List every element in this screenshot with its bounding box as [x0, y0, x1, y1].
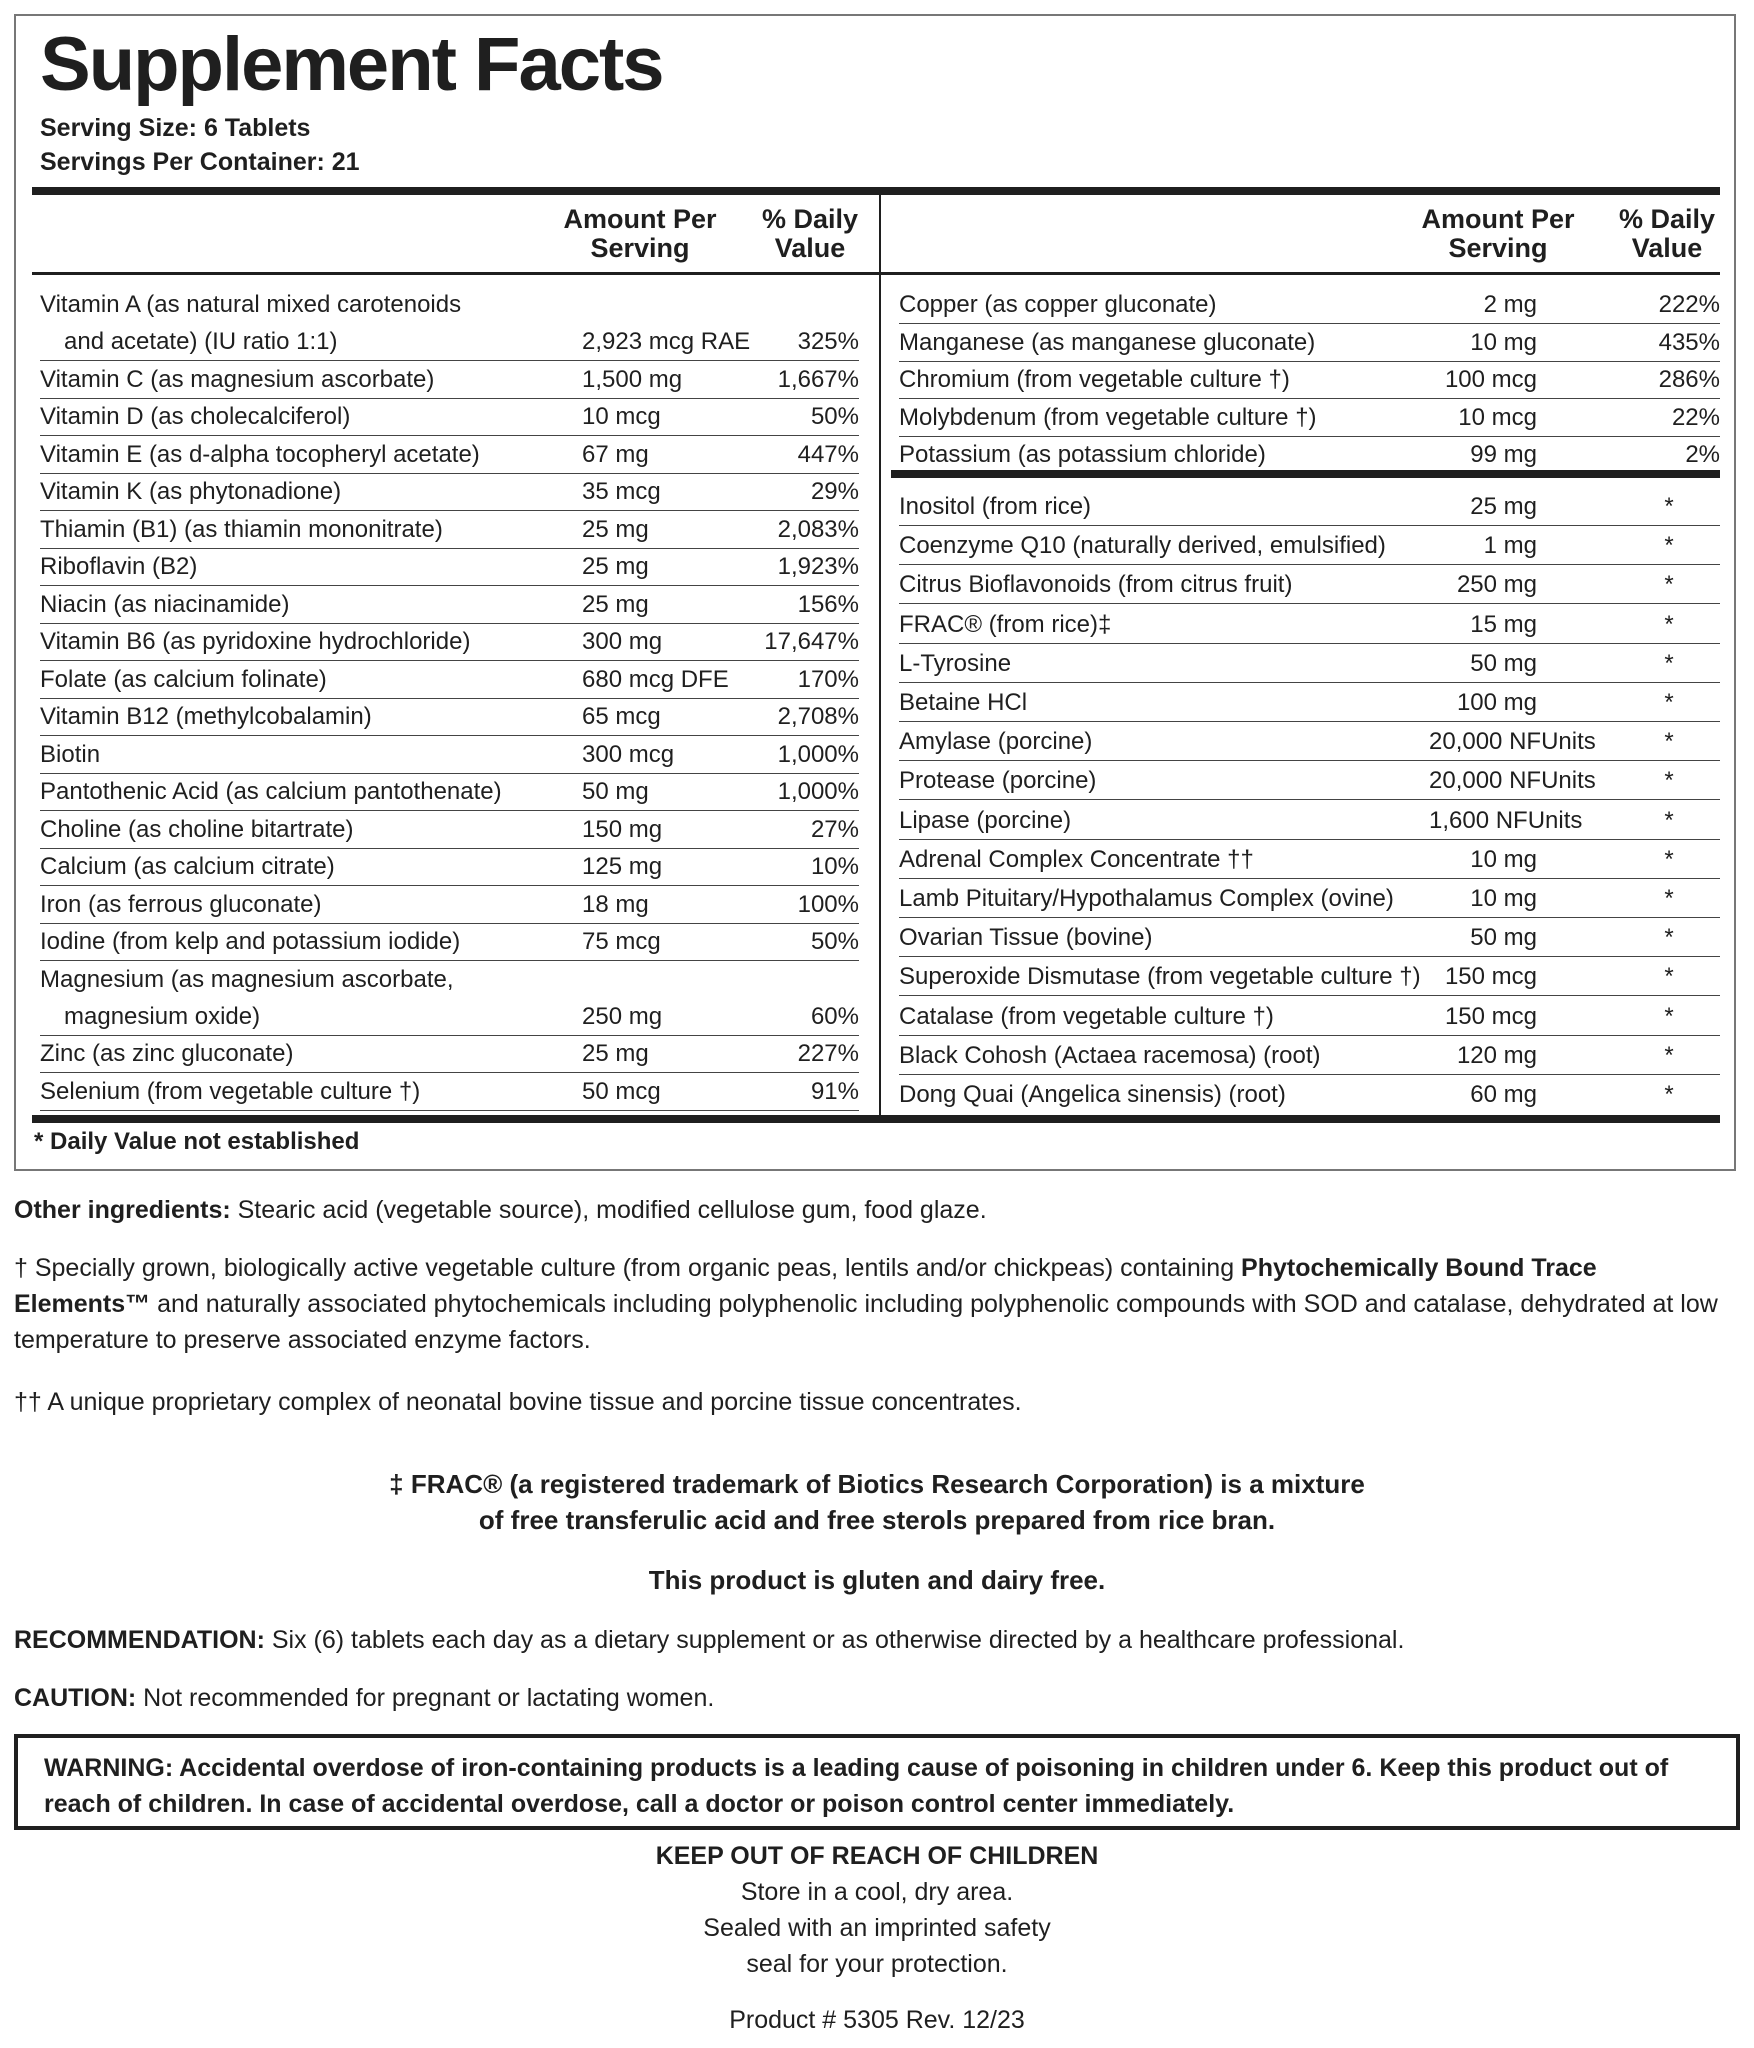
nutrient-name: Vitamin D (as cholecalciferol) — [40, 403, 351, 430]
nutrient-amount: 67 mg — [582, 440, 649, 468]
nutrient-daily-value: * — [1664, 924, 1674, 952]
nutrient-row — [40, 698, 859, 736]
nutrient-row — [40, 998, 859, 1036]
nutrient-amount: 150 mg — [582, 815, 663, 843]
right-thick-rule — [891, 470, 1720, 478]
nutrient-row — [899, 684, 1720, 722]
nutrient-daily-value: * — [1664, 689, 1674, 716]
nutrient-amount: 50 mg — [582, 778, 649, 805]
nutrient-name: Black Cohosh (Actaea racemosa) (root) — [899, 1041, 1321, 1069]
frac-note-line1: ‡ FRAC® (a registered trademark of Biotics Research Corporation) is a mixture — [389, 1469, 1365, 1499]
nutrient-daily-value: * — [1664, 963, 1674, 991]
seal-note-line2: seal for your protection. — [746, 1950, 1008, 1978]
nutrient-row — [899, 324, 1720, 362]
servings-per-container: Servings Per Container: 21 — [40, 148, 360, 176]
nutrient-row — [899, 998, 1720, 1036]
nutrient-daily-value: 325% — [797, 328, 859, 355]
nutrient-name: Coenzyme Q10 (naturally derived, emulsified) — [899, 532, 1386, 560]
nutrient-name: Inositol (from rice) — [899, 493, 1092, 520]
nutrient-daily-value: 100% — [797, 890, 859, 918]
nutrient-amount: 300 mg — [582, 628, 663, 655]
nutrient-daily-value: * — [1664, 532, 1674, 560]
nutrient-daily-value: 447% — [797, 440, 859, 468]
nutrient-row — [40, 511, 859, 549]
nutrient-row — [40, 661, 859, 699]
nutrient-name: Vitamin B6 (as pyridoxine hydrochloride) — [40, 628, 471, 655]
nutrient-row — [899, 958, 1720, 996]
nutrient-row — [899, 841, 1720, 879]
nutrient-name: L-Tyrosine — [899, 649, 1012, 677]
nutrient-name: Calcium (as calcium citrate) — [40, 853, 335, 880]
nutrient-amount: 120 mg — [1456, 1041, 1537, 1069]
nutrient-name: Vitamin B12 (methylcobalamin) — [40, 703, 372, 730]
nutrient-amount: 10 mg — [1470, 845, 1537, 873]
nutrient-daily-value: 1,000% — [777, 740, 859, 768]
nutrient-name: Adrenal Complex Concentrate †† — [899, 845, 1254, 873]
nutrient-daily-value: 2% — [1685, 441, 1720, 468]
left-dv-header — [750, 205, 870, 263]
caution-label: CAUTION: — [14, 1684, 137, 1712]
nutrient-row — [899, 606, 1720, 644]
nutrient-amount: 25 mg — [582, 590, 649, 618]
header-text: Serving — [1448, 233, 1548, 263]
nutrient-row-first-line — [40, 286, 859, 323]
nutrient-amount: 2 mg — [1483, 291, 1537, 318]
nutrient-amount: 1,600 NFUnits — [1429, 806, 1583, 834]
header-text: Amount Per — [563, 204, 717, 234]
nutrient-name: Vitamin C (as magnesium ascorbate) — [40, 365, 435, 393]
nutrient-name: Magnesium (as magnesium ascorbate, — [40, 965, 454, 993]
nutrient-row — [40, 473, 859, 511]
nutrient-name: Potassium (as potassium chloride) — [899, 441, 1266, 468]
nutrient-name: FRAC® (from rice)‡ — [899, 610, 1112, 638]
nutrient-row — [40, 848, 859, 886]
left-amount-header — [555, 205, 725, 263]
nutrient-name: Ovarian Tissue (bovine) — [899, 924, 1153, 952]
seal-note-line1: Sealed with an imprinted safety — [703, 1914, 1051, 1942]
nutrient-row — [40, 736, 859, 774]
header-text: Serving — [590, 233, 690, 263]
nutrient-amount: 2,923 mcg RAE — [582, 328, 751, 355]
nutrient-row — [40, 548, 859, 586]
product-number: Product # 5305 Rev. 12/23 — [729, 2006, 1025, 2034]
nutrient-amount: 25 mg — [582, 553, 649, 580]
dagger-note-bold: Phytochemically Bound Trace Elements™ — [14, 1254, 1597, 1318]
nutrient-row — [899, 762, 1720, 800]
warning-text: WARNING: Accidental overdose of iron-containing products is a leading cause of poisoning in children under 6. Keep this product out of reach of children. In case of accidental overdose, call a doctor or poison control center immediately. — [44, 1754, 1669, 1818]
nutrient-daily-value: * — [1664, 767, 1674, 795]
nutrient-name: Betaine HCl — [899, 689, 1028, 716]
nutrient-amount: 250 mg — [582, 1002, 663, 1030]
nutrient-name: Molybdenum (from vegetable culture †) — [899, 403, 1317, 431]
nutrient-name: Riboflavin (B2) — [40, 553, 198, 580]
nutrient-name: Folate (as calcium folinate) — [40, 665, 327, 693]
nutrient-amount: 50 mg — [1470, 649, 1537, 677]
other-ingredients-label: Other ingredients: — [14, 1196, 231, 1224]
nutrient-daily-value: * — [1664, 571, 1674, 599]
nutrient-row — [899, 1076, 1720, 1113]
nutrient-amount: 75 mcg — [582, 928, 661, 955]
nutrient-row — [899, 436, 1720, 473]
nutrient-amount: 15 mg — [1470, 610, 1537, 638]
nutrient-row — [40, 811, 859, 849]
nutrient-row — [40, 586, 859, 624]
other-ingredients-text: Stearic acid (vegetable source), modified cellulose gum, food glaze. — [230, 1196, 987, 1224]
nutrient-row — [899, 399, 1720, 437]
nutrient-amount: 10 mg — [1470, 885, 1537, 912]
nutrient-row — [40, 1073, 859, 1111]
nutrient-row — [899, 286, 1720, 324]
nutrient-daily-value: 60% — [810, 1002, 859, 1030]
nutrient-name: Thiamin (B1) (as thiamin mononitrate) — [40, 515, 443, 543]
nutrient-row — [40, 398, 859, 436]
serving-size: Serving Size: 6 Tablets — [40, 114, 311, 142]
caution-text: Not recommended for pregnant or lactating women. — [136, 1684, 715, 1712]
nutrient-amount: 680 mcg DFE — [582, 665, 729, 693]
nutrient-name: magnesium oxide) — [64, 1002, 261, 1030]
nutrient-amount: 10 mg — [1470, 328, 1537, 356]
nutrient-amount: 100 mg — [1456, 689, 1537, 716]
nutrient-row — [40, 323, 859, 361]
nutrient-amount: 10 mcg — [582, 403, 661, 430]
nutrient-daily-value: 1,923% — [777, 553, 859, 580]
warning-box — [14, 1734, 1740, 1830]
right-amount-header — [1413, 205, 1583, 263]
nutrient-amount: 18 mg — [582, 890, 649, 918]
caution — [14, 1680, 1736, 1716]
nutrient-name: and acetate) (IU ratio 1:1) — [64, 328, 338, 355]
nutrient-name: Vitamin A (as natural mixed carotenoids — [40, 291, 462, 318]
nutrient-amount: 250 mg — [1456, 571, 1537, 599]
column-divider — [879, 195, 881, 1123]
header-text: % Daily — [761, 204, 859, 234]
nutrient-row — [899, 645, 1720, 683]
nutrient-name: Pantothenic Acid (as calcium pantothenate) — [40, 778, 502, 805]
bottom-thick-rule — [32, 1115, 1720, 1123]
recommendation — [14, 1622, 1736, 1658]
other-ingredients — [14, 1192, 1736, 1228]
nutrient-daily-value: 170% — [797, 665, 859, 693]
nutrient-amount: 50 mcg — [582, 1077, 661, 1105]
nutrient-row — [40, 923, 859, 961]
nutrient-row — [899, 723, 1720, 761]
nutrient-amount: 150 mcg — [1444, 963, 1537, 991]
nutrient-name: Choline (as choline bitartrate) — [40, 815, 354, 843]
header-text: Value — [1631, 233, 1703, 263]
nutrient-amount: 20,000 NFUnits — [1429, 767, 1596, 795]
nutrient-amount: 1 mg — [1483, 532, 1537, 560]
nutrient-amount: 300 mcg — [582, 740, 675, 768]
header-text: % Daily — [1618, 204, 1716, 234]
nutrient-daily-value: * — [1664, 845, 1674, 873]
nutrient-amount: 125 mg — [582, 853, 663, 880]
nutrient-row-first-line — [40, 961, 859, 998]
nutrient-daily-value: 156% — [797, 590, 859, 618]
nutrient-row — [899, 566, 1720, 604]
gluten-note: This product is gluten and dairy free. — [648, 1565, 1106, 1595]
nutrient-amount: 99 mg — [1470, 441, 1537, 468]
nutrient-name: Dong Quai (Angelica sinensis) (root) — [899, 1081, 1286, 1108]
nutrient-amount: 60 mg — [1470, 1081, 1537, 1108]
nutrient-name: Catalase (from vegetable culture †) — [899, 1002, 1274, 1030]
nutrient-daily-value: 50% — [810, 928, 859, 955]
nutrient-amount: 25 mg — [582, 1040, 649, 1067]
nutrient-name: Superoxide Dismutase (from vegetable culture †) — [899, 963, 1421, 991]
nutrient-daily-value: * — [1664, 728, 1674, 756]
nutrient-amount: 10 mcg — [1458, 403, 1537, 431]
nutrient-row — [40, 623, 859, 661]
nutrient-row — [40, 436, 859, 474]
nutrient-row — [899, 527, 1720, 565]
nutrient-daily-value: 91% — [810, 1077, 859, 1105]
panel-title: Supplement Facts — [40, 22, 663, 107]
nutrient-name: Chromium (from vegetable culture †) — [899, 366, 1290, 393]
nutrient-daily-value: 2,083% — [777, 515, 859, 543]
nutrient-name: Protease (porcine) — [899, 767, 1097, 795]
nutrient-daily-value: 222% — [1658, 291, 1720, 318]
nutrient-row — [899, 919, 1720, 957]
nutrient-amount: 1,500 mg — [582, 365, 683, 393]
nutrient-row — [899, 488, 1720, 526]
nutrient-name: Lipase (porcine) — [899, 806, 1072, 834]
nutrient-name: Vitamin E (as d-alpha tocopheryl acetate) — [40, 440, 480, 468]
nutrient-daily-value: * — [1664, 1041, 1674, 1069]
nutrient-amount: 20,000 NFUnits — [1429, 728, 1596, 756]
nutrient-amount: 25 mg — [582, 515, 649, 543]
header-text: Value — [774, 233, 846, 263]
nutrient-name: Manganese (as manganese gluconate) — [899, 328, 1316, 356]
nutrient-amount: 25 mg — [1470, 493, 1537, 520]
nutrient-daily-value: 1,000% — [777, 778, 859, 805]
nutrient-daily-value: 286% — [1658, 366, 1720, 393]
nutrient-daily-value: * — [1664, 1081, 1674, 1108]
nutrient-daily-value: 22% — [1671, 403, 1720, 431]
nutrient-daily-value: 435% — [1658, 328, 1720, 356]
nutrient-amount: 35 mcg — [582, 478, 661, 505]
nutrient-daily-value: * — [1664, 493, 1674, 520]
storage-note: Store in a cool, dry area. — [740, 1878, 1014, 1906]
nutrient-name: Selenium (from vegetable culture †) — [40, 1077, 421, 1105]
nutrient-name: Vitamin K (as phytonadione) — [40, 478, 342, 505]
nutrient-daily-value: * — [1664, 1002, 1674, 1030]
nutrient-daily-value: 50% — [810, 403, 859, 430]
nutrient-name: Iodine (from kelp and potassium iodide) — [40, 928, 461, 955]
dagger-note-end: and naturally associated phytochemicals including polyphenolic including polyphenolic compounds with SOD and catalase, dehydrated at low temperature to preserve associated enzyme factors. — [14, 1290, 1718, 1354]
nutrient-daily-value: * — [1664, 610, 1674, 638]
double-dagger-note: †† A unique proprietary complex of neonatal bovine tissue and porcine tissue concentrates. — [14, 1388, 1022, 1416]
nutrient-name: Iron (as ferrous gluconate) — [40, 890, 322, 918]
nutrient-name: Lamb Pituitary/Hypothalamus Complex (ovine) — [899, 885, 1394, 912]
recommendation-label: RECOMMENDATION: — [14, 1626, 265, 1654]
nutrient-daily-value: 27% — [810, 815, 859, 843]
nutrient-row — [899, 1037, 1720, 1075]
nutrient-daily-value: 227% — [797, 1040, 859, 1067]
nutrient-row — [40, 773, 859, 811]
nutrient-daily-value: 29% — [810, 478, 859, 505]
nutrient-amount: 65 mcg — [582, 703, 661, 730]
nutrient-daily-value: 17,647% — [764, 628, 859, 655]
nutrient-daily-value: 2,708% — [777, 703, 859, 730]
dagger-note — [14, 1250, 1736, 1358]
nutrient-row — [899, 880, 1720, 918]
recommendation-text: Six (6) tablets each day as a dietary supplement or as otherwise directed by a healthcare professional. — [264, 1626, 1405, 1654]
dagger-note-start: † Specially grown, biologically active vegetable culture (from organic peas, lentils and/or chickpeas) containing — [14, 1254, 1242, 1282]
nutrient-daily-value: * — [1664, 885, 1674, 912]
nutrient-row — [899, 802, 1720, 840]
nutrient-row — [40, 361, 859, 399]
left-header-rule — [32, 272, 879, 275]
nutrient-daily-value: * — [1664, 649, 1674, 677]
nutrient-row — [40, 1035, 859, 1073]
nutrient-name: Copper (as copper gluconate) — [899, 291, 1217, 318]
nutrient-daily-value: * — [1664, 806, 1674, 834]
nutrient-daily-value: 1,667% — [777, 365, 859, 393]
header-text: Amount Per — [1421, 204, 1575, 234]
right-header-rule — [881, 272, 1720, 275]
keep-out-heading: KEEP OUT OF REACH OF CHILDREN — [655, 1842, 1099, 1870]
nutrient-daily-value: 10% — [810, 853, 859, 880]
right-dv-header — [1612, 205, 1722, 263]
nutrient-name: Amylase (porcine) — [899, 728, 1093, 756]
nutrient-amount: 50 mg — [1470, 924, 1537, 952]
nutrient-row — [899, 361, 1720, 399]
top-thick-rule — [32, 187, 1720, 195]
nutrient-name: Biotin — [40, 740, 101, 768]
daily-value-note: * Daily Value not established — [34, 1128, 360, 1155]
frac-note-line2: of free transferulic acid and free sterols prepared from rice bran. — [478, 1505, 1276, 1535]
nutrient-row — [40, 886, 859, 924]
nutrient-name: Zinc (as zinc gluconate) — [40, 1040, 294, 1067]
nutrient-name: Citrus Bioflavonoids (from citrus fruit) — [899, 571, 1293, 599]
nutrient-name: Niacin (as niacinamide) — [40, 590, 290, 618]
nutrient-amount: 100 mcg — [1444, 366, 1537, 393]
nutrient-amount: 150 mcg — [1444, 1002, 1537, 1030]
